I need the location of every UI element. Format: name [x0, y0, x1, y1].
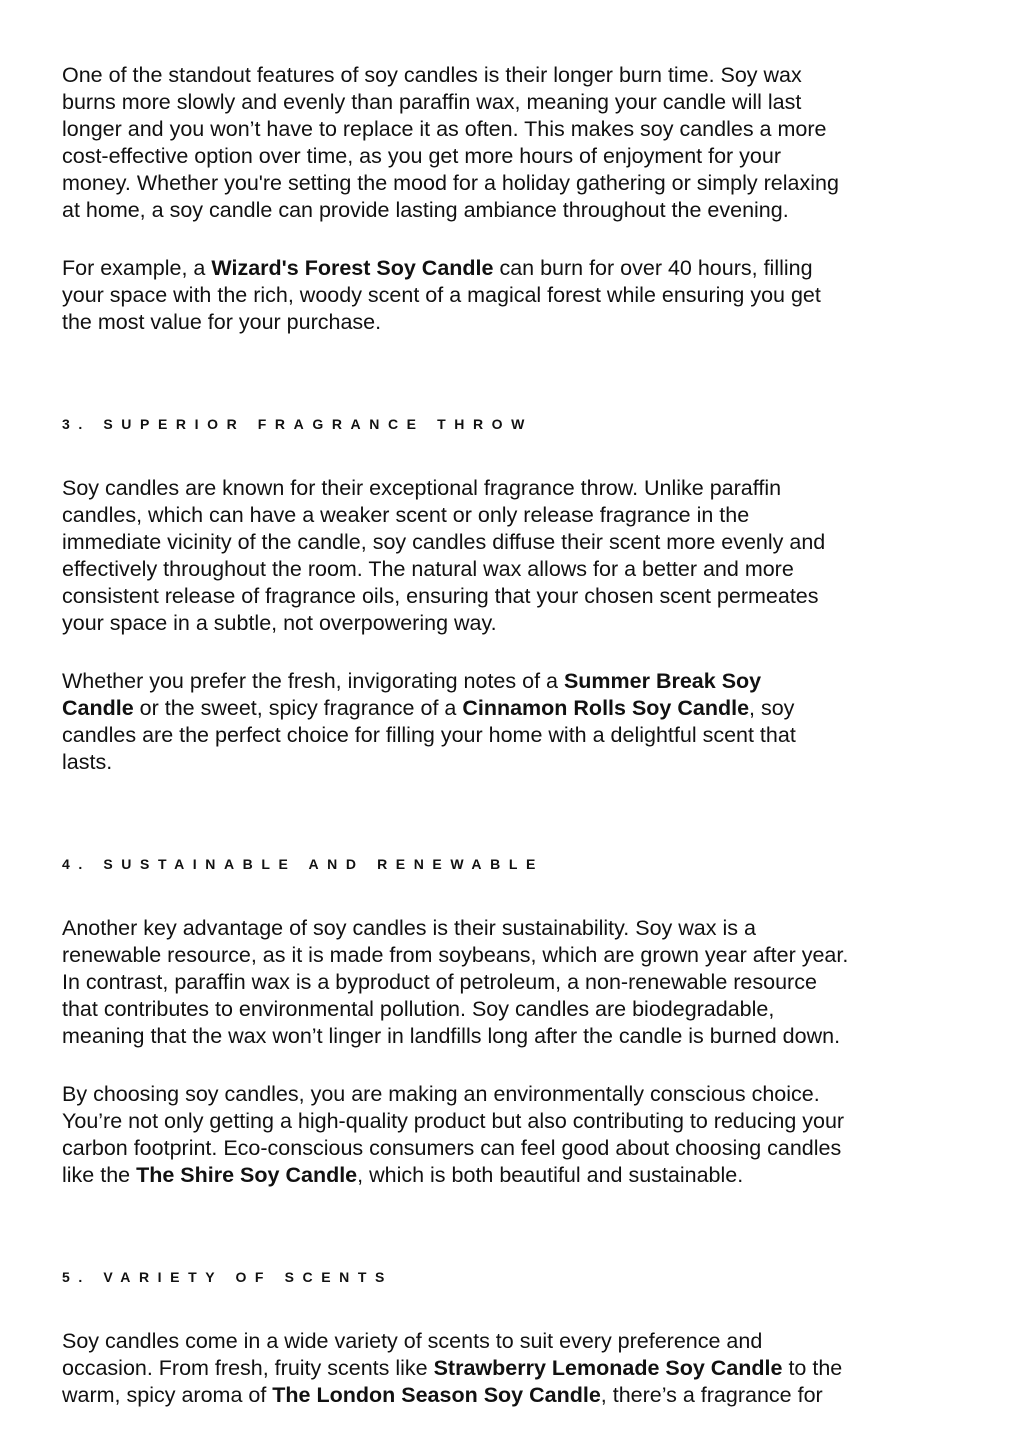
paragraph-burn-example — [62, 255, 967, 336]
paragraph-fragrance-throw: Soy candles are known for their exceptional fragrance throw. Unlike paraffin candles, which can have a weaker scent or only release fragrance in the immediate vicinity of the candle, soy candles diffuse their scent more evenly and effectively throughout the room. The natural wax allows for a better and more consistent release of fragrance oils, ensuring that your chosen scent permeates your space in a subtle, not overpowering way. — [62, 476, 826, 635]
paragraph-text: By choosing soy candles, you are making an environmentally conscious choice. You’re not only getting a high-quality product but also contributing to reducing your carbon footprint. Eco-conscious consumers can feel good about choosing candles like the — [62, 1082, 845, 1187]
paragraph-text: can burn for over 40 hours, filling your space with the rich, woody scent of a magical forest while ensuring you get the most value for your purchase. — [62, 256, 821, 334]
paragraph-text: or the sweet, spicy fragrance of a — [133, 696, 463, 720]
paragraph-text: For example, a — [62, 256, 212, 280]
paragraph-text: , soy candles are the perfect choice for filling your home with a delightful scent that lasts. — [62, 696, 796, 774]
paragraph-text: , there’s a fragrance for — [600, 1383, 823, 1407]
product-name-the-shire: The Shire Soy Candle — [136, 1163, 358, 1187]
paragraph-text: , which is both beautiful and sustainable. — [357, 1163, 744, 1187]
product-name-strawberry-lemonade: Strawberry Lemonade Soy Candle — [433, 1356, 783, 1380]
product-name-wizards-forest: Wizard's Forest Soy Candle — [211, 256, 494, 280]
paragraph-text: Whether you prefer the fresh, invigorating notes of a — [62, 669, 564, 693]
paragraph-fragrance-example — [62, 668, 967, 776]
paragraph-burn-time: One of the standout features of soy candles is their longer burn time. Soy wax burns more slowly and evenly than paraffin wax, meaning your candle will last longer and you won’t have to replace it as often. This makes soy candles a more cost-effective option over time, as you get more hours of enjoyment for your money. Whether you're setting the mood for a holiday gathering or simply relaxing at home, a soy candle can provide lasting ambiance throughout the evening. — [62, 63, 839, 222]
section-heading-fragrance-throw: 3. SUPERIOR FRAGRANCE THROW — [62, 416, 533, 432]
product-name-summer-break: Summer Break Soy Candle — [62, 669, 762, 720]
document-page — [62, 62, 967, 1409]
paragraph-sustainability: Another key advantage of soy candles is their sustainability. Soy wax is a renewable resource, as it is made from soybeans, which are grown year after year. In contrast, paraffin wax is a byproduct of petroleum, a non-renewable resource that contributes to environmental pollution. Soy candles are biodegradable, meaning that the wax won’t linger in landfills long after the candle is burned down. — [62, 916, 849, 1048]
paragraph-text: to the warm, spicy aroma of — [62, 1356, 843, 1407]
section-heading-sustainable: 4. SUSTAINABLE AND RENEWABLE — [62, 856, 544, 872]
product-name-london-season: The London Season Soy Candle — [272, 1383, 601, 1407]
paragraph-variety — [62, 1328, 967, 1409]
product-name-cinnamon-rolls: Cinnamon Rolls Soy Candle — [462, 696, 750, 720]
paragraph-text: Soy candles come in a wide variety of scents to suit every preference and occasion. From fresh, fruity scents like — [62, 1329, 763, 1380]
section-heading-variety: 5. VARIETY OF SCENTS — [62, 1269, 393, 1285]
paragraph-eco-choice — [62, 1081, 967, 1189]
